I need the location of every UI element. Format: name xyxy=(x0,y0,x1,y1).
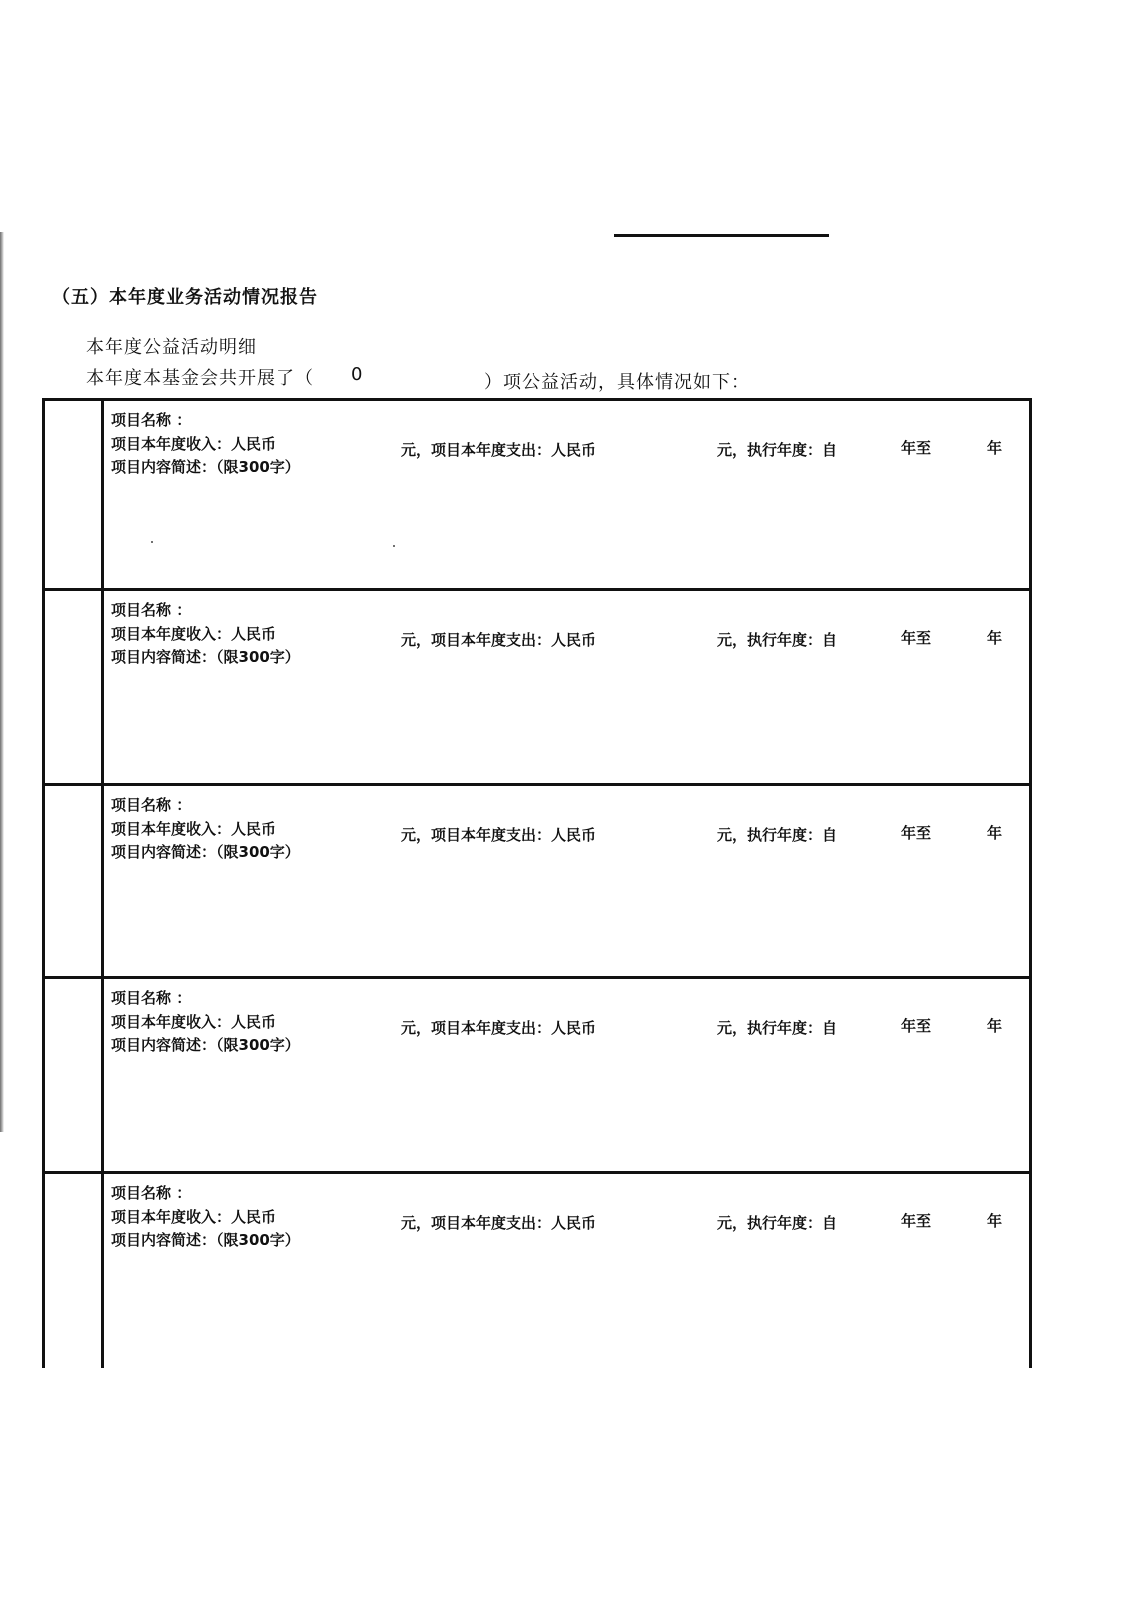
project-year-end-label: 年 xyxy=(987,1017,1003,1035)
project-year-to-label: 年至 xyxy=(901,1212,932,1230)
project-block xyxy=(45,786,1029,979)
project-expense-label: 元，项目本年度支出：人民币 xyxy=(401,631,597,649)
project-period-label: 元，执行年度：自 xyxy=(717,1019,838,1037)
activity-count-value: 0 xyxy=(351,364,364,385)
project-name-label: 项目名称 ： xyxy=(111,411,192,429)
project-year-to-label: 年至 xyxy=(901,629,932,647)
activity-count-prefix: 本年度本基金会共开展了（ xyxy=(86,368,314,389)
activity-detail-heading: 本年度公益活动明细 xyxy=(86,337,257,358)
project-income-label: 项目本年度收入：人民币 xyxy=(111,820,277,838)
project-income-label: 项目本年度收入：人民币 xyxy=(111,1208,277,1226)
project-name-label: 项目名称 ： xyxy=(111,1184,192,1202)
project-name-label: 项目名称 ： xyxy=(111,989,192,1007)
index-column-divider xyxy=(101,401,104,588)
project-expense-label: 元，项目本年度支出：人民币 xyxy=(401,1019,597,1037)
project-year-end-label: 年 xyxy=(987,1212,1003,1230)
project-description-label: 项目内容简述：（限300字） xyxy=(111,1036,300,1054)
project-description-label: 项目内容简述：（限300字） xyxy=(111,843,300,861)
index-column-divider xyxy=(101,786,104,976)
scan-speck xyxy=(393,545,395,547)
project-description-label: 项目内容简述：（限300字） xyxy=(111,458,300,476)
project-expense-label: 元，项目本年度支出：人民币 xyxy=(401,441,597,459)
project-block xyxy=(45,1174,1029,1368)
project-description-label: 项目内容简述：（限300字） xyxy=(111,1231,300,1249)
project-income-label: 项目本年度收入：人民币 xyxy=(111,435,277,453)
project-income-label: 项目本年度收入：人民币 xyxy=(111,625,277,643)
project-expense-label: 元，项目本年度支出：人民币 xyxy=(401,1214,597,1232)
project-block xyxy=(45,401,1029,591)
project-year-to-label: 年至 xyxy=(901,824,932,842)
project-description-label: 项目内容简述：（限300字） xyxy=(111,648,300,666)
signature-line xyxy=(614,234,829,237)
project-year-end-label: 年 xyxy=(987,439,1003,457)
project-period-label: 元，执行年度：自 xyxy=(717,441,838,459)
project-expense-label: 元，项目本年度支出：人民币 xyxy=(401,826,597,844)
project-table xyxy=(42,398,1032,1368)
scan-edge-shadow xyxy=(0,232,4,1132)
project-year-end-label: 年 xyxy=(987,629,1003,647)
project-year-to-label: 年至 xyxy=(901,439,932,457)
index-column-divider xyxy=(101,979,104,1171)
index-column-divider xyxy=(101,1174,104,1368)
project-income-label: 项目本年度收入：人民币 xyxy=(111,1013,277,1031)
project-period-label: 元，执行年度：自 xyxy=(717,826,838,844)
project-name-label: 项目名称 ： xyxy=(111,601,192,619)
index-column-divider xyxy=(101,591,104,783)
section-title: （五）本年度业务活动情况报告 xyxy=(52,287,318,308)
activity-count-suffix: ）项公益活动，具体情况如下： xyxy=(484,372,750,393)
scan-speck xyxy=(151,541,153,543)
project-block xyxy=(45,979,1029,1174)
project-block xyxy=(45,591,1029,786)
project-year-end-label: 年 xyxy=(987,824,1003,842)
project-period-label: 元，执行年度：自 xyxy=(717,631,838,649)
project-name-label: 项目名称 ： xyxy=(111,796,192,814)
project-year-to-label: 年至 xyxy=(901,1017,932,1035)
project-period-label: 元，执行年度：自 xyxy=(717,1214,838,1232)
